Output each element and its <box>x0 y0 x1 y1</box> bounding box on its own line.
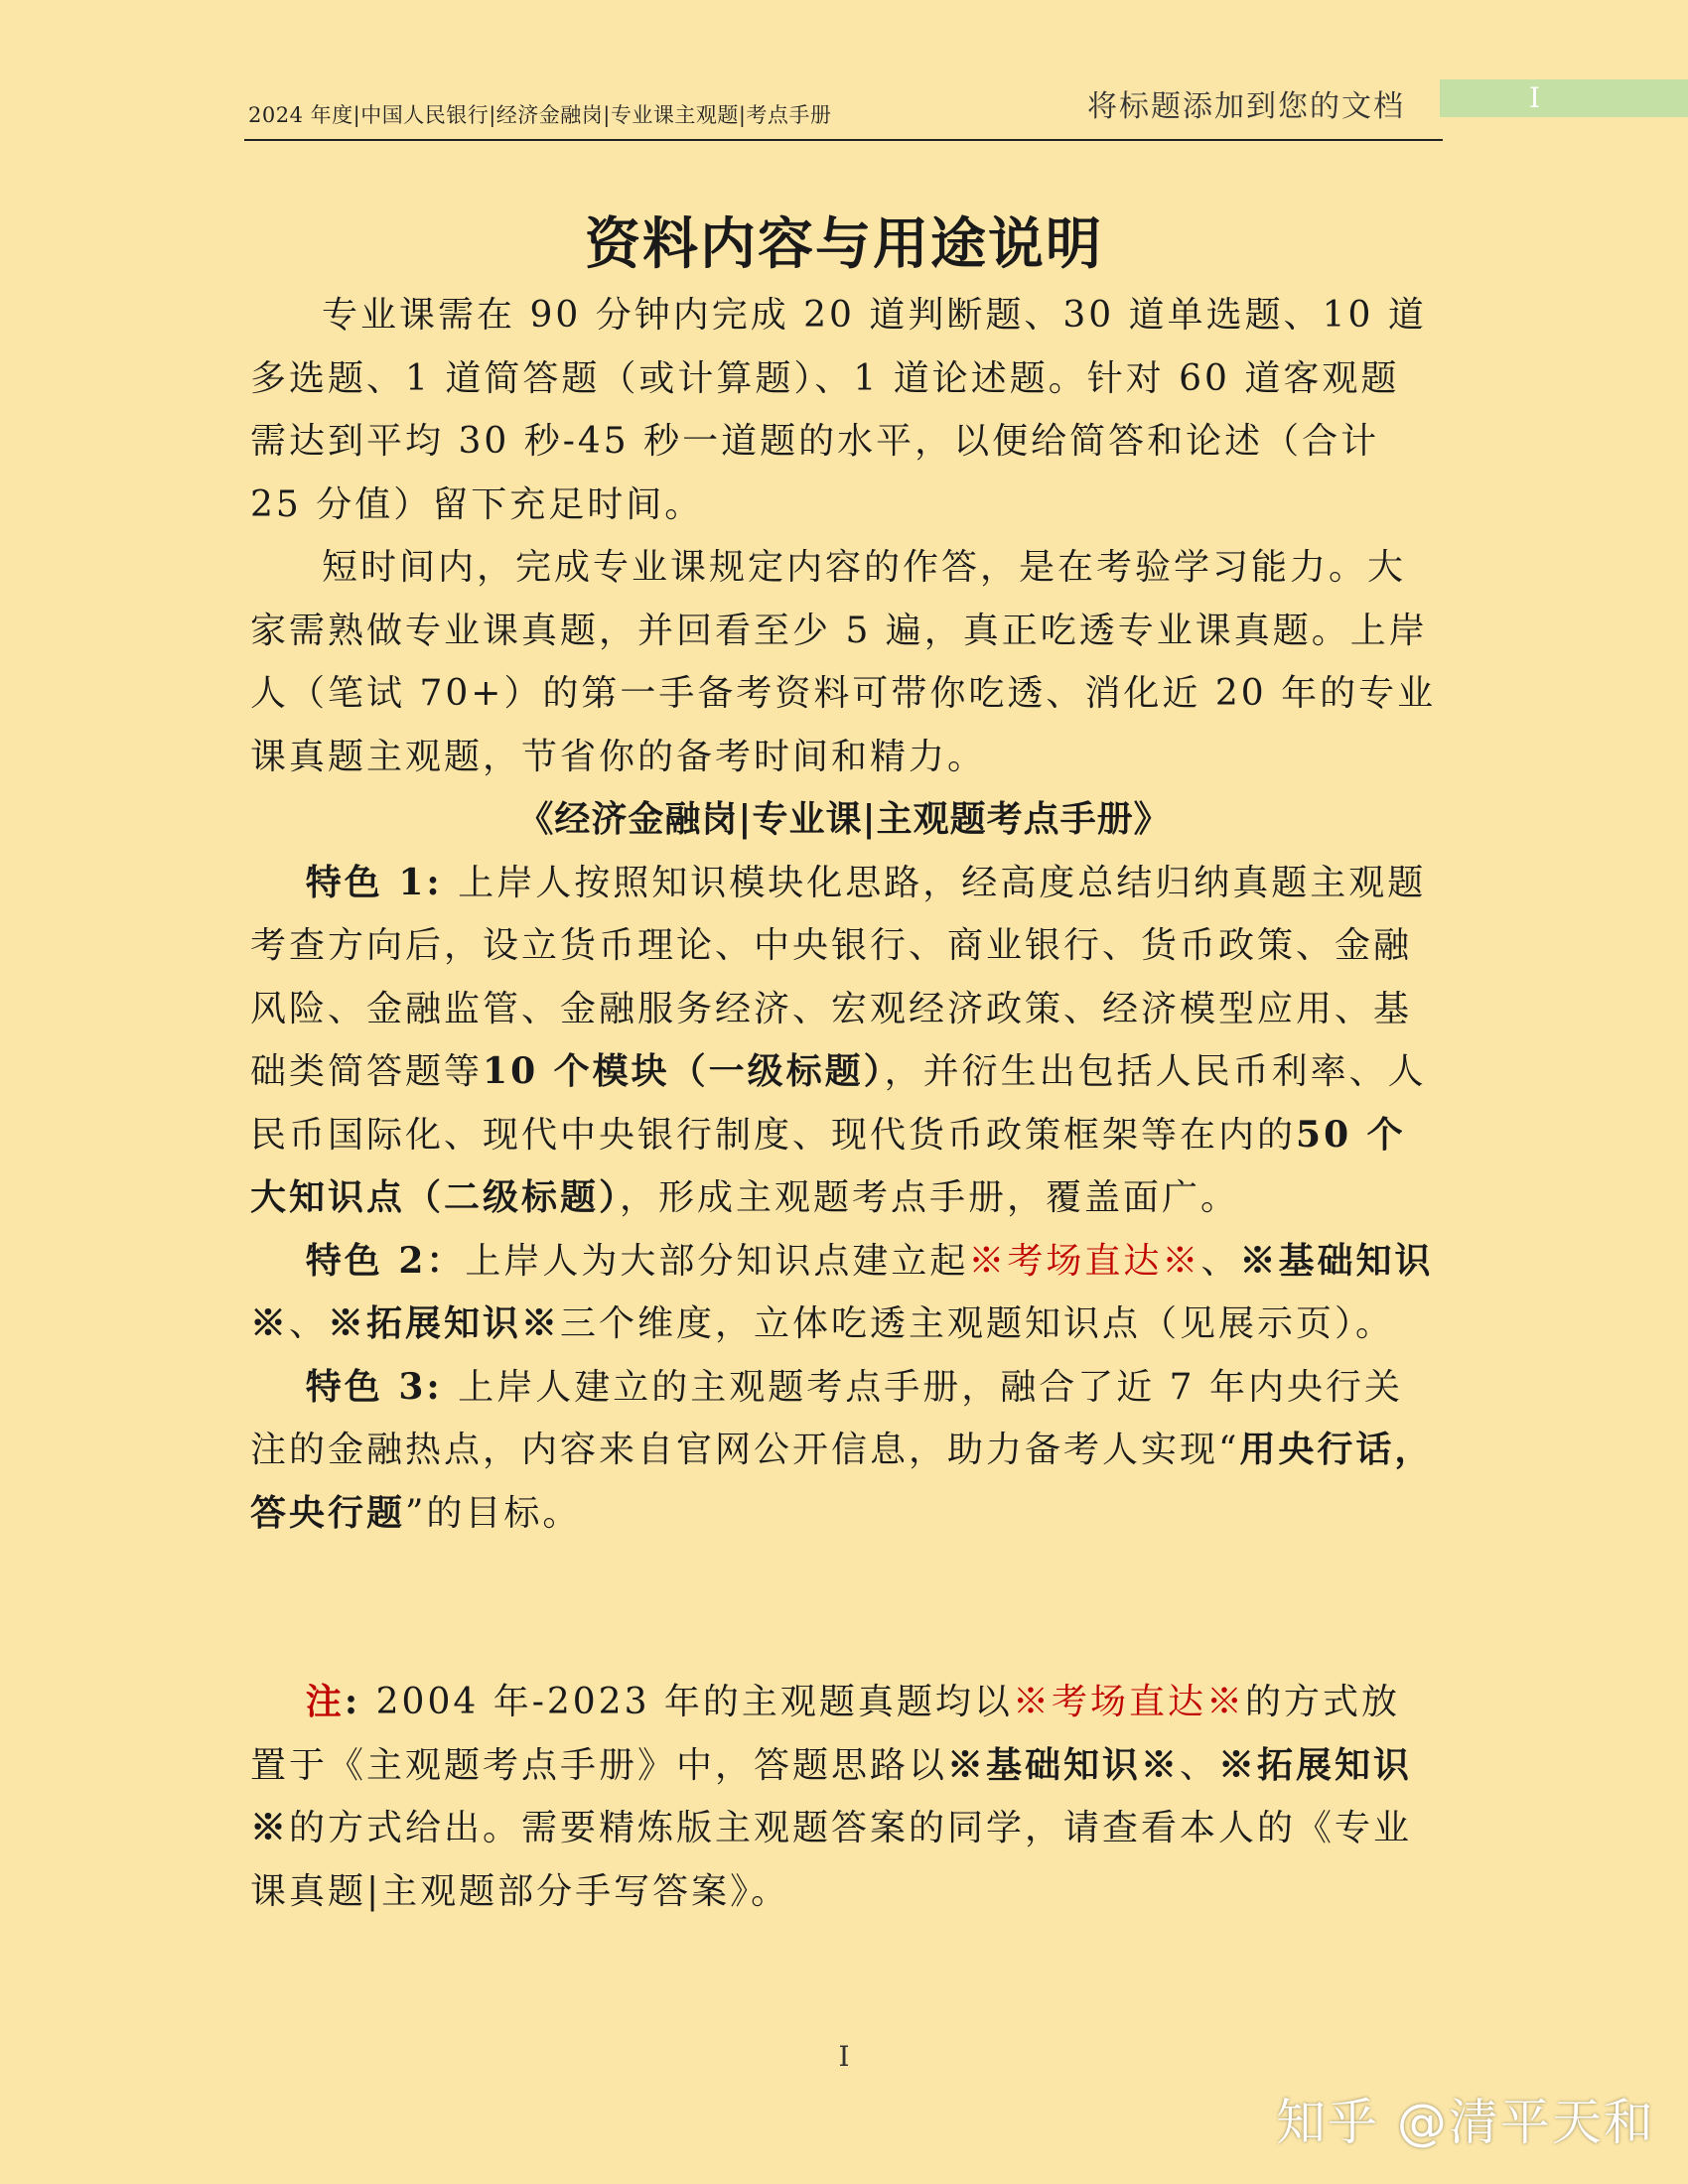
feature-2-paragraph <box>250 1230 1438 1356</box>
feature-1-bold-b: 50 个大知识点（二级标题） <box>250 1113 1406 1218</box>
feature-2-bold-a: ※基础知识※ <box>250 1239 1434 1344</box>
note-bold-a: ※基础知识※ <box>947 1743 1181 1786</box>
feature-3-paragraph <box>250 1356 1438 1546</box>
header-page-number-box <box>1440 79 1688 117</box>
feature-2-label: 特色 2 <box>305 1239 427 1282</box>
header-divider <box>244 139 1443 141</box>
feature-2-colon: ： <box>426 1239 466 1282</box>
feature-1-text-a: 上岸人按照知识模块化思路，经高度总结归纳真题主观题考查方向后，设立货币理论、中央银行、商业银行、货币政策、金融风险、金融监管、金融服务经济、宏观经济政策、经济模型应用、基础类简答题等 <box>250 862 1427 1092</box>
footer-page-number: I <box>838 2040 850 2073</box>
feature-3-text-b: ”的目标。 <box>405 1492 582 1534</box>
note-label: 注 <box>305 1681 345 1722</box>
feature-2-bold-b: ※拓展知识※ <box>328 1302 561 1344</box>
header-page-number: I <box>1529 81 1541 114</box>
feature-1-paragraph <box>250 852 1438 1230</box>
document-title-placeholder[interactable]: 将标题添加到您的文档 <box>1087 89 1405 124</box>
note-paragraph <box>250 1671 1438 1923</box>
note-text-c: 的方式给出。需要精炼版主观题答案的同学，请查看本人的《专业课真题|主观题部分手写答案》。 <box>250 1808 1413 1912</box>
note-colon: : <box>344 1681 376 1722</box>
running-header: 2024 年度|中国人民银行|经济金融岗|专业课主观题|考点手册 <box>248 103 832 127</box>
page-title: 资料内容与用途说明 <box>585 212 1103 277</box>
feature-1-bold-a: 10 个模块（一级标题） <box>483 1050 885 1092</box>
paragraph-spacer <box>250 1545 1438 1671</box>
feature-2-sep-1: 、 <box>1200 1240 1240 1282</box>
feature-3-label: 特色 3 <box>305 1365 427 1408</box>
note-bold-b: ※拓展知识※ <box>250 1743 1413 1848</box>
intro-paragraph: 专业课需在 90 分钟内完成 20 道判断题、30 道单选题、10 道多选题、1 道简答题（或计算题）、1 道论述题。针对 60 道客观题需达到平均 30 秒-45 秒一道题的水平，以便给简答和论述（合计 25 分值）留下充足时间。 <box>250 295 1427 525</box>
note-red-tag: ※考场直达※ <box>1012 1682 1245 1722</box>
watermark: 知乎 @清平天和 <box>1276 2094 1655 2151</box>
book-title: 《经济金融岗|专业课|主观题考点手册》 <box>517 798 1171 840</box>
feature-1-colon: : <box>426 861 459 903</box>
feature-1-text-b: ，并衍生出包括人民币利率、人民币国际化、现代中央银行制度、现代货币政策框架等在内的 <box>250 1051 1427 1156</box>
feature-2-sep-2: 、 <box>289 1303 329 1344</box>
feature-1-label: 特色 1 <box>305 861 427 903</box>
feature-3-bold: 用央行话，答央行题 <box>250 1429 1434 1534</box>
feature-3-text-a: 上岸人建立的主观题考点手册，融合了近 7 年内央行关注的金融热点，内容来自官网公开信息，助力备考人实现“ <box>250 1366 1404 1470</box>
note-text-b: 的方式放置于《主观题考点手册》中，答题思路以 <box>250 1682 1400 1786</box>
feature-2-red-tag: ※考场直达※ <box>968 1240 1201 1282</box>
feature-2-text-a: 上岸人为大部分知识点建立起 <box>465 1240 969 1282</box>
note-text-a: 2004 年-2023 年的主观题真题均以 <box>375 1682 1013 1722</box>
study-paragraph: 短时间内，完成专业课规定内容的作答，是在考验学习能力。大家需熟做专业课真题，并回看至少 5 遍，真正吃透专业课真题。上岸人（笔试 70+）的第一手备考资料可带你吃透、消化近 20 年的专业课真题主观题，节省你的备考时间和精力。 <box>250 547 1437 777</box>
body-content <box>250 284 1438 1923</box>
feature-3-colon: : <box>426 1365 459 1408</box>
note-sep: 、 <box>1180 1744 1219 1786</box>
feature-1-text-c: ，形成主观题考点手册，覆盖面广。 <box>620 1177 1240 1218</box>
feature-2-text-b: 三个维度，立体吃透主观题知识点（见展示页）。 <box>560 1303 1395 1344</box>
